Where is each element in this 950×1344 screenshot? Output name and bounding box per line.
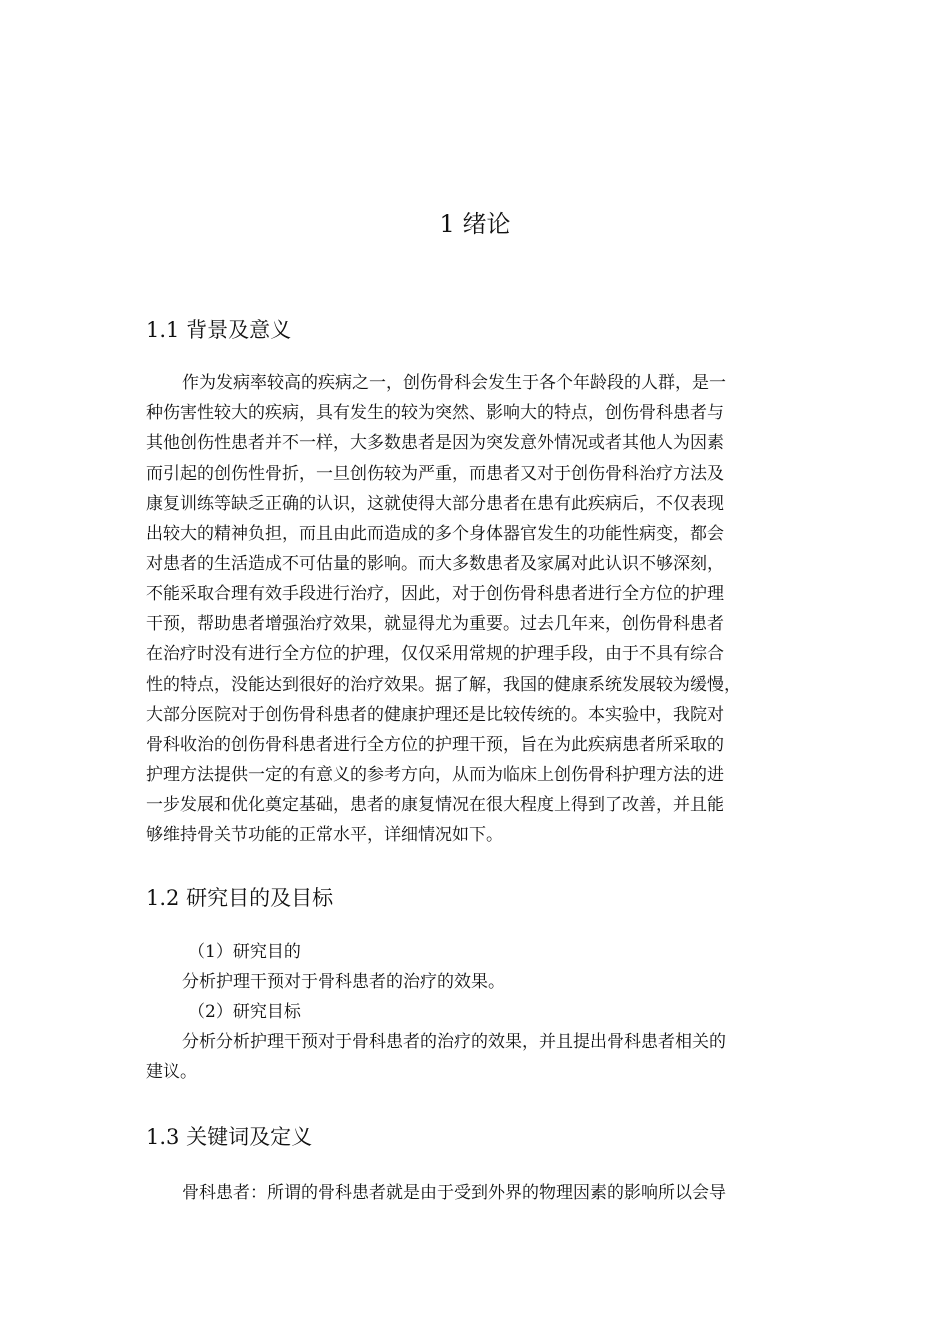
paragraph-line: 不能采取合理有效手段进行治疗，因此，对于创伤骨科患者进行全方位的护理 xyxy=(146,584,724,604)
paragraph-line: 干预，帮助患者增强治疗效果，就显得尤为重要。过去几年来，创伤骨科患者 xyxy=(146,614,724,634)
paragraph-line: 大部分医院对于创伤骨科患者的健康护理还是比较传统的。本实验中，我院对 xyxy=(146,705,724,725)
section-heading-1-1: 1.1 背景及意义 xyxy=(146,318,292,342)
paragraph-line: 够维持骨关节功能的正常水平，详细情况如下。 xyxy=(146,825,503,845)
paragraph-line: 一步发展和优化奠定基础，患者的康复情况在很大程度上得到了改善，并且能 xyxy=(146,795,724,815)
paragraph-line: 康复训练等缺乏正确的认识，这就使得大部分患者在患有此疾病后，不仅表现 xyxy=(146,494,724,514)
paragraph-line: 其他创伤性患者并不一样，大多数患者是因为突发意外情况或者其他人为因素 xyxy=(146,433,724,453)
paragraph-line: 而引起的创伤性骨折，一旦创伤较为严重，而患者又对于创伤骨科治疗方法及 xyxy=(146,464,724,484)
paragraph-line: 对患者的生活造成不可估量的影响。而大多数患者及家属对此认识不够深刻， xyxy=(146,554,724,574)
paragraph-line: 骨科收治的创伤骨科患者进行全方位的护理干预，旨在为此疾病患者所采取的 xyxy=(146,735,724,755)
paragraph-line: 骨科患者：所谓的骨科患者就是由于受到外界的物理因素的影响所以会导 xyxy=(182,1183,726,1203)
paragraph-line: 护理方法提供一定的有意义的参考方向，从而为临床上创伤骨科护理方法的进 xyxy=(146,765,724,785)
list-item-label: （2）研究目标 xyxy=(188,1002,301,1022)
chapter-title: 1 绪论 xyxy=(439,210,511,238)
paragraph-line: 在治疗时没有进行全方位的护理，仅仅采用常规的护理手段，由于不具有综合 xyxy=(146,644,724,664)
section-heading-1-2: 1.2 研究目的及目标 xyxy=(146,886,334,910)
paragraph-line: 分析护理干预对于骨科患者的治疗的效果。 xyxy=(182,972,505,992)
paragraph-line: 性的特点，没能达到很好的治疗效果。据了解，我国的健康系统发展较为缓慢， xyxy=(146,675,741,695)
paragraph-line: 作为发病率较高的疾病之一，创伤骨科会发生于各个年龄段的人群，是一 xyxy=(182,373,726,393)
paragraph-line: 种伤害性较大的疾病，具有发生的较为突然、影响大的特点，创伤骨科患者与 xyxy=(146,403,724,423)
section-heading-1-3: 1.3 关键词及定义 xyxy=(146,1125,313,1149)
list-item-label: （1）研究目的 xyxy=(188,942,301,962)
paragraph-line: 出较大的精神负担，而且由此而造成的多个身体器官发生的功能性病变，都会 xyxy=(146,524,724,544)
paragraph-line: 分析分析护理干预对于骨科患者的治疗的效果，并且提出骨科患者相关的 xyxy=(182,1032,726,1052)
paragraph-line: 建议。 xyxy=(146,1062,197,1082)
